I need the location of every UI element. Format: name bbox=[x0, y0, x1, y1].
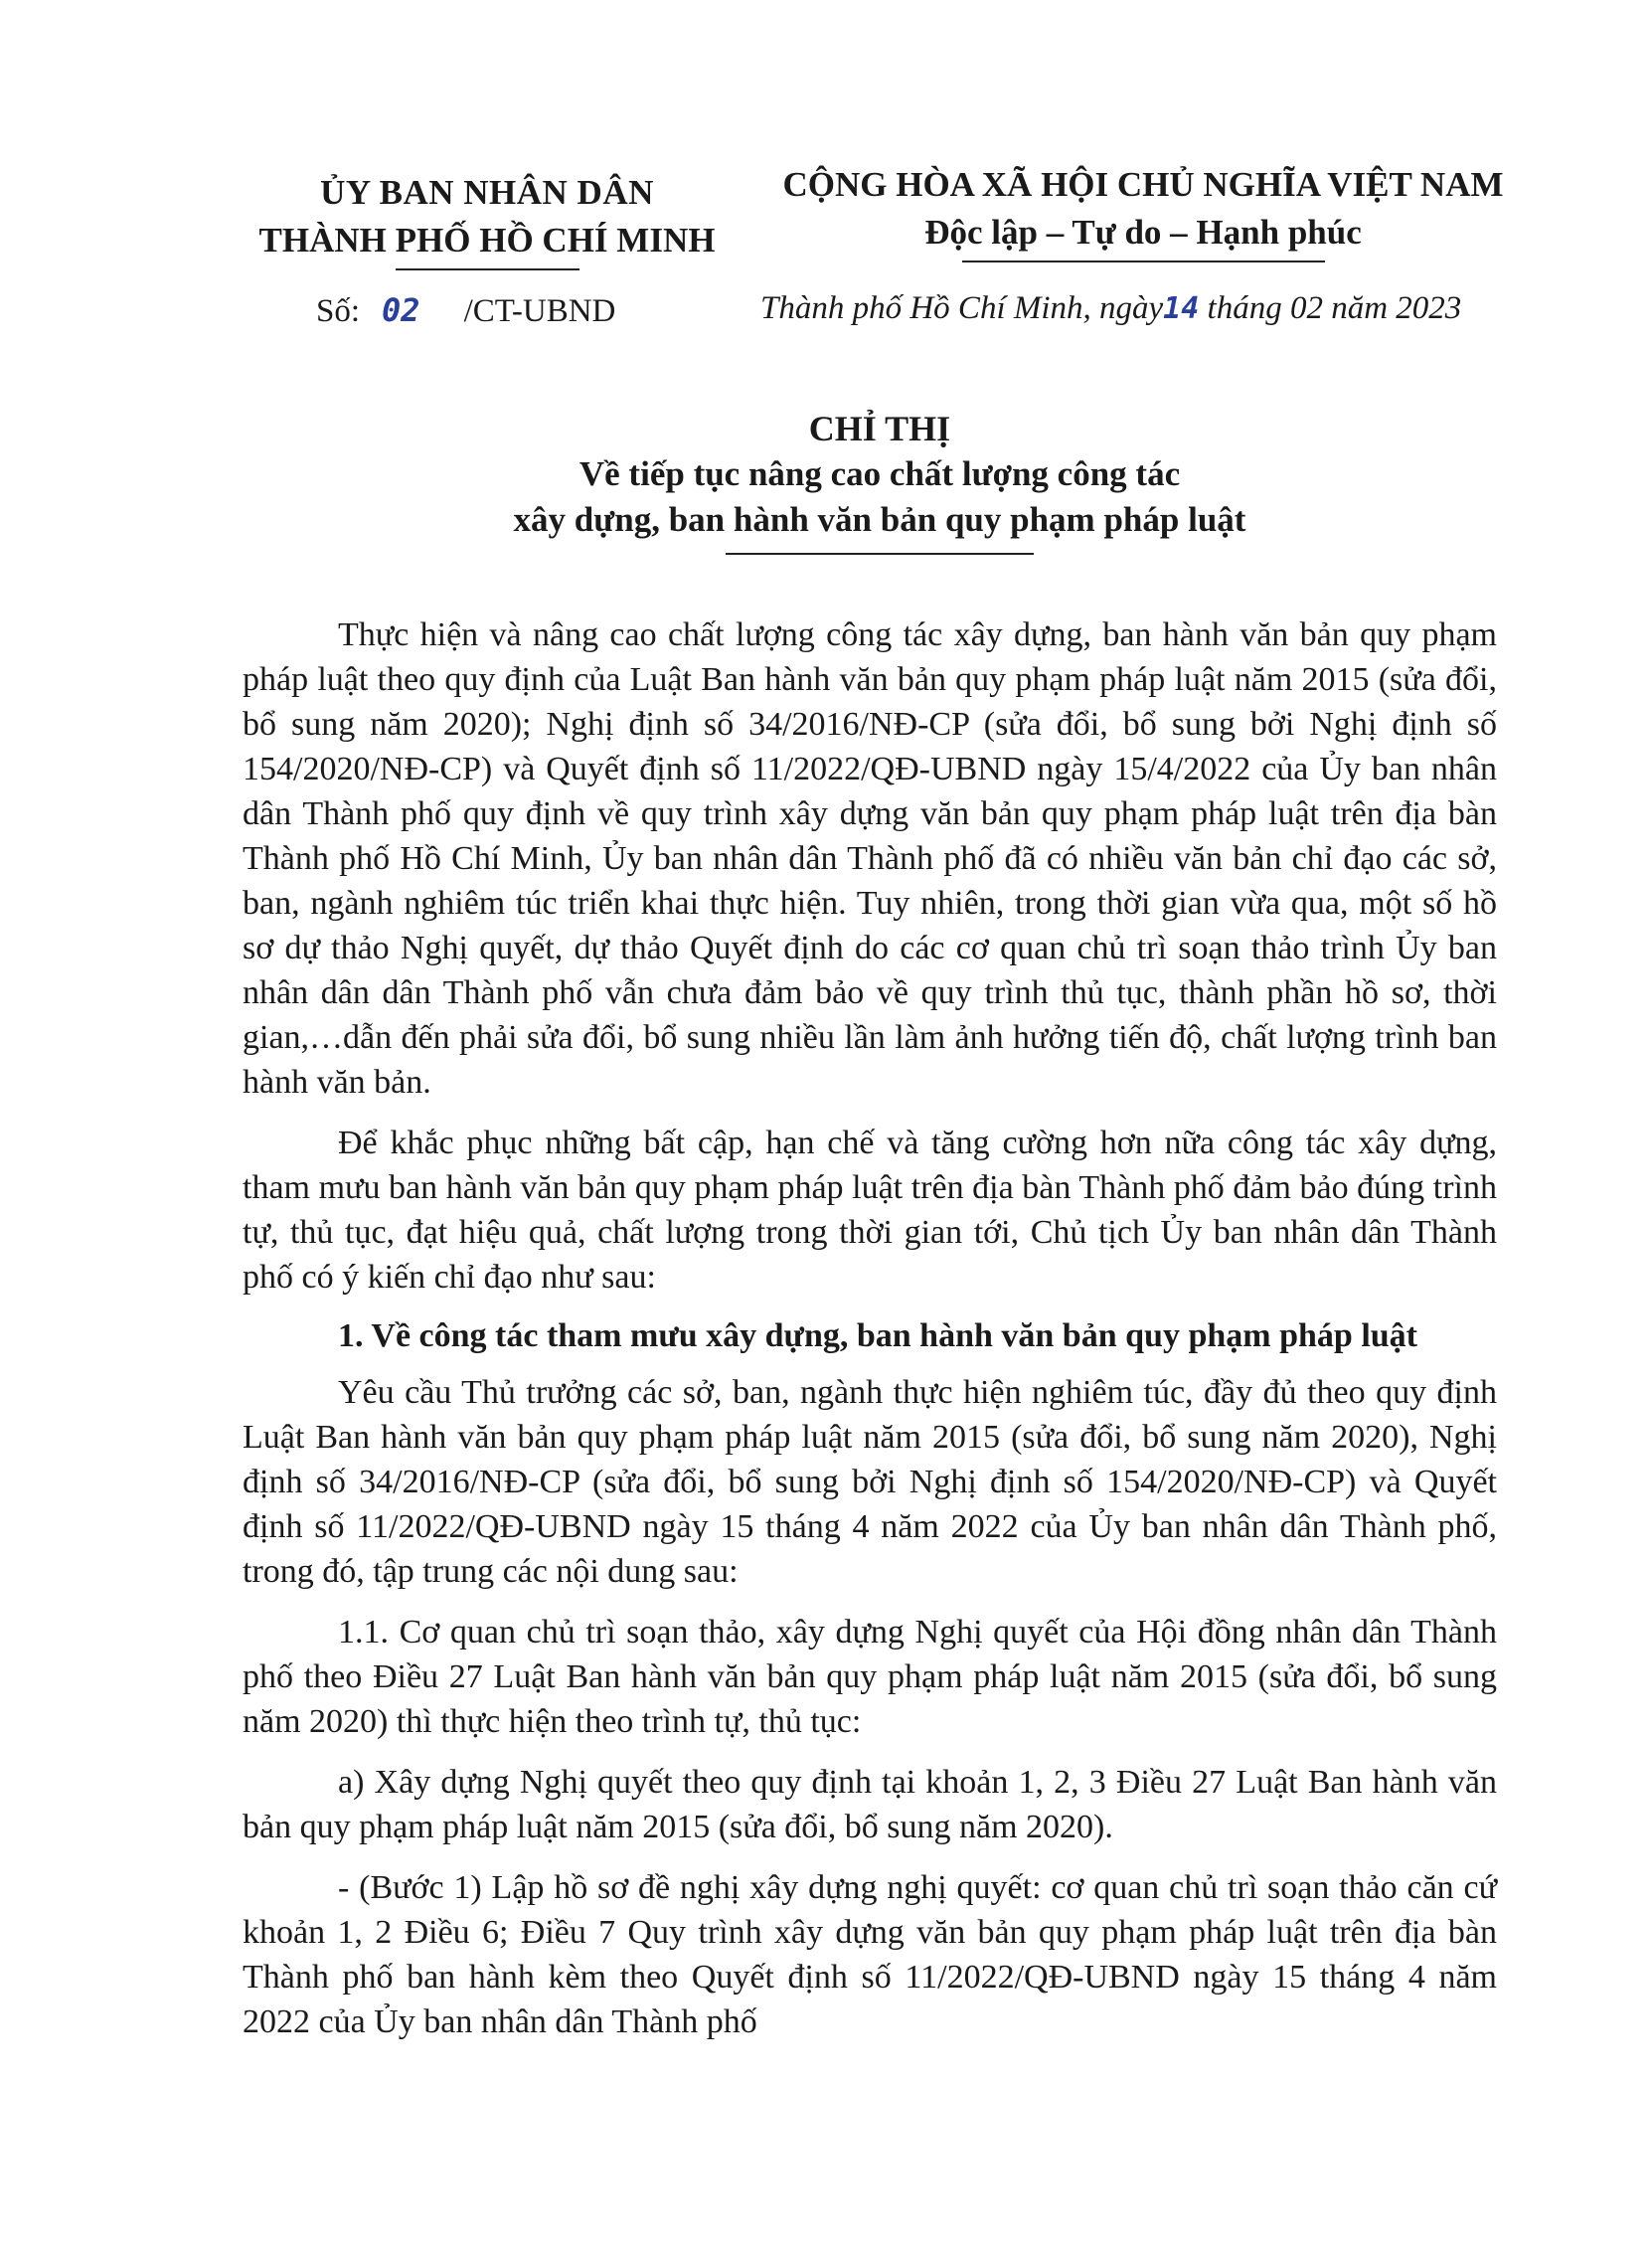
national-motto bbox=[755, 161, 1531, 262]
section-heading: 1. Về công tác tham mưu xây dựng, ban hành văn bản quy phạm pháp luật bbox=[338, 1317, 1417, 1354]
date-suffix: tháng 02 năm 2023 bbox=[1199, 290, 1462, 326]
paragraph: 1.1. Cơ quan chủ trì soạn thảo, xây dựng Nghị quyết của Hội đồng nhân dân Thành phố theo Điều 27 Luật Ban hành văn bản quy phạm pháp luật năm 2015 (sửa đổi, bổ sung năm 2020) thì thực hiện theo trình tự, thủ tục: bbox=[243, 1614, 1497, 1740]
agency-underline bbox=[396, 268, 579, 270]
subject-line-1: Về tiếp tục nâng cao chất lượng công tác bbox=[578, 454, 1181, 493]
date-day: 14 bbox=[1163, 291, 1200, 326]
number-value: 02 bbox=[382, 291, 420, 329]
paragraph: Thực hiện và nâng cao chất lượng công tác xây dựng, ban hành văn bản quy phạm pháp luật theo quy định của Luật Ban hành văn bản quy phạm pháp luật năm 2015 (sửa đổi, bổ sung năm 2020); Nghị định số 34/2016/NĐ-CP (sửa đổi, bổ sung bởi Nghị định số 154/2020/NĐ-CP) và Quyết định số 11/2022/QĐ-UBND ngày 15/4/2022 của Ủy ban nhân dân Thành phố quy định về quy trình xây dựng văn bản quy phạm pháp luật trên địa bàn Thành phố Hồ Chí Minh, Ủy ban nhân dân Thành phố đã có nhiều văn bản chỉ đạo các sở, ban, ngành nghiêm túc triển khai thực hiện. Tuy nhiên, trong thời gian vừa qua, một số hồ sơ dự thảo Nghị quyết, dự thảo Quyết định do các cơ quan chủ trì soạn thảo trình Ủy ban nhân dân dân Thành phố vẫn chưa đảm bảo về quy trình thủ tục, thành phần hồ sơ, thời gian,…dẫn đến phải sửa đổi, bổ sung nhiều lần làm ảnh hưởng tiến độ, chất lượng trình ban hành văn bản. bbox=[243, 616, 1497, 1101]
motto-underline bbox=[962, 261, 1325, 262]
issuing-agency bbox=[229, 169, 745, 270]
date-prefix: Thành phố Hồ Chí Minh, ngày bbox=[760, 290, 1164, 326]
paragraph: Để khắc phục những bất cập, hạn chế và tăng cường hơn nữa công tác xây dựng, tham mưu ban hành văn bản quy phạm pháp luật trên địa bàn Thành phố đảm bảo đúng trình tự, thủ tục, đạt hiệu quả, chất lượng trong thời gian tới, Chủ tịch Ủy ban nhân dân Thành phố có ý kiến chỉ đạo như sau: bbox=[243, 1125, 1497, 1296]
document-body bbox=[243, 612, 1497, 2060]
agency-line-2: THÀNH PHỐ HỒ CHÍ MINH bbox=[258, 221, 716, 260]
document-number bbox=[316, 290, 615, 331]
agency-line-1: ỦY BAN NHÂN DÂN bbox=[320, 173, 654, 212]
nation-line-2: Độc lập – Tự do – Hạnh phúc bbox=[924, 213, 1362, 252]
document-date bbox=[760, 288, 1461, 329]
subject-line-2: xây dựng, ban hành văn bản quy phạm pháp luật bbox=[513, 500, 1246, 539]
number-prefix: Số: bbox=[316, 293, 361, 329]
paragraph: - (Bước 1) Lập hồ sơ đề nghị xây dựng nghị quyết: cơ quan chủ trì soạn thảo căn cứ khoản 1, 2 Điều 6; Điều 7 Quy trình xây dựng văn bản quy phạm pháp luật trên địa bàn Thành phố ban hành kèm theo Quyết định số 11/2022/QĐ-UBND ngày 15 tháng 4 năm 2022 của Ủy ban nhân dân Thành phố bbox=[243, 1869, 1497, 2040]
document-title bbox=[229, 406, 1531, 555]
paragraph: a) Xây dựng Nghị quyết theo quy định tại khoản 1, 2, 3 Điều 27 Luật Ban hành văn bản quy phạm pháp luật năm 2015 (sửa đổi, bổ sung năm 2020). bbox=[243, 1764, 1497, 1845]
nation-line-1: CỘNG HÒA XÃ HỘI CHỦ NGHĨA VIỆT NAM bbox=[782, 165, 1504, 204]
doc-type: CHỈ THỊ bbox=[808, 409, 951, 448]
number-suffix: /CT-UBND bbox=[463, 293, 616, 329]
paragraph: Yêu cầu Thủ trưởng các sở, ban, ngành thực hiện nghiêm túc, đầy đủ theo quy định Luật Ban hành văn bản quy phạm pháp luật năm 2015 (sửa đổi, bổ sung năm 2020), Nghị định số 34/2016/NĐ-CP (sửa đổi, bổ sung bởi Nghị định số 154/2020/NĐ-CP) và Quyết định số 11/2022/QĐ-UBND ngày 15 tháng 4 năm 2022 của Ủy ban nhân dân Thành phố, trong đó, tập trung các nội dung sau: bbox=[243, 1374, 1497, 1590]
title-underline bbox=[726, 553, 1034, 555]
